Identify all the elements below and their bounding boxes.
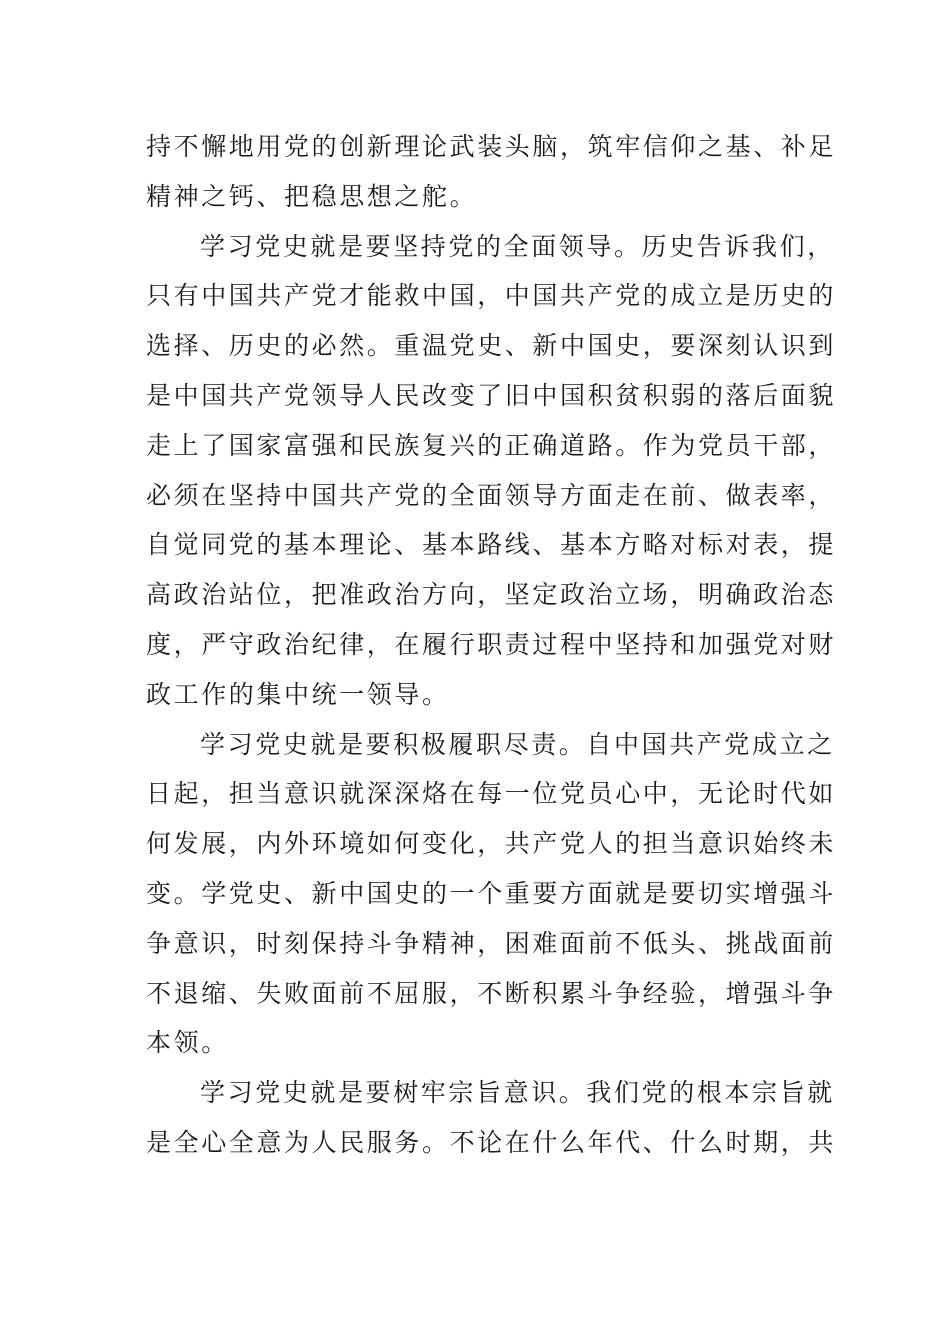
text-line: 争意识，时刻保持斗争精神，困难面前不低头、挑战面前 — [146, 928, 837, 958]
text-line: 是中国共产党领导人民改变了旧中国积贫积弱的落后面貌 — [146, 380, 837, 410]
text-line: 学习党史就是要树牢宗旨意识。我们党的根本宗旨就 — [200, 1078, 835, 1108]
text-line: 本领。 — [146, 1028, 229, 1058]
body-text — [146, 122, 837, 1168]
text-line: 度，严守政治纪律，在履行职责过程中坚持和加强党对财 — [146, 629, 837, 659]
text-line: 自觉同党的基本理论、基本路线、基本方略对标对表，提 — [146, 530, 837, 560]
text-line: 持不懈地用党的创新理论武装头脑，筑牢信仰之基、补足 — [146, 132, 837, 161]
text-line: 走上了国家富强和民族复兴的正确道路。作为党员干部， — [146, 430, 837, 460]
text-line: 精神之钙、把稳思想之舵。 — [146, 181, 478, 211]
text-line: 高政治站位，把准政治方向，坚定政治立场，明确政治态 — [146, 580, 837, 610]
text-line: 政工作的集中统一领导。 — [146, 679, 450, 709]
text-line: 日起，担当意识就深深烙在每一位党员心中，无论时代如 — [146, 779, 837, 809]
text-line: 学习党史就是要坚持党的全面领导。历史告诉我们， — [200, 231, 835, 261]
text-line: 选择、历史的必然。重温党史、新中国史，要深刻认识到 — [146, 331, 837, 361]
text-line: 何发展，内外环境如何变化，共产党人的担当意识始终未 — [146, 829, 837, 859]
text-line: 是全心全意为人民服务。不论在什么年代、什么时期，共 — [146, 1127, 837, 1157]
text-line: 学习党史就是要积极履职尽责。自中国共产党成立之 — [200, 729, 835, 759]
text-line: 只有中国共产党才能救中国，中国共产党的成立是历史的 — [146, 281, 837, 311]
text-line: 不退缩、失败面前不屈服，不断积累斗争经验，增强斗争 — [146, 978, 837, 1008]
text-line: 必须在坚持中国共产党的全面领导方面走在前、做表率， — [146, 480, 837, 510]
text-line: 变。学党史、新中国史的一个重要方面就是要切实增强斗 — [146, 878, 837, 908]
